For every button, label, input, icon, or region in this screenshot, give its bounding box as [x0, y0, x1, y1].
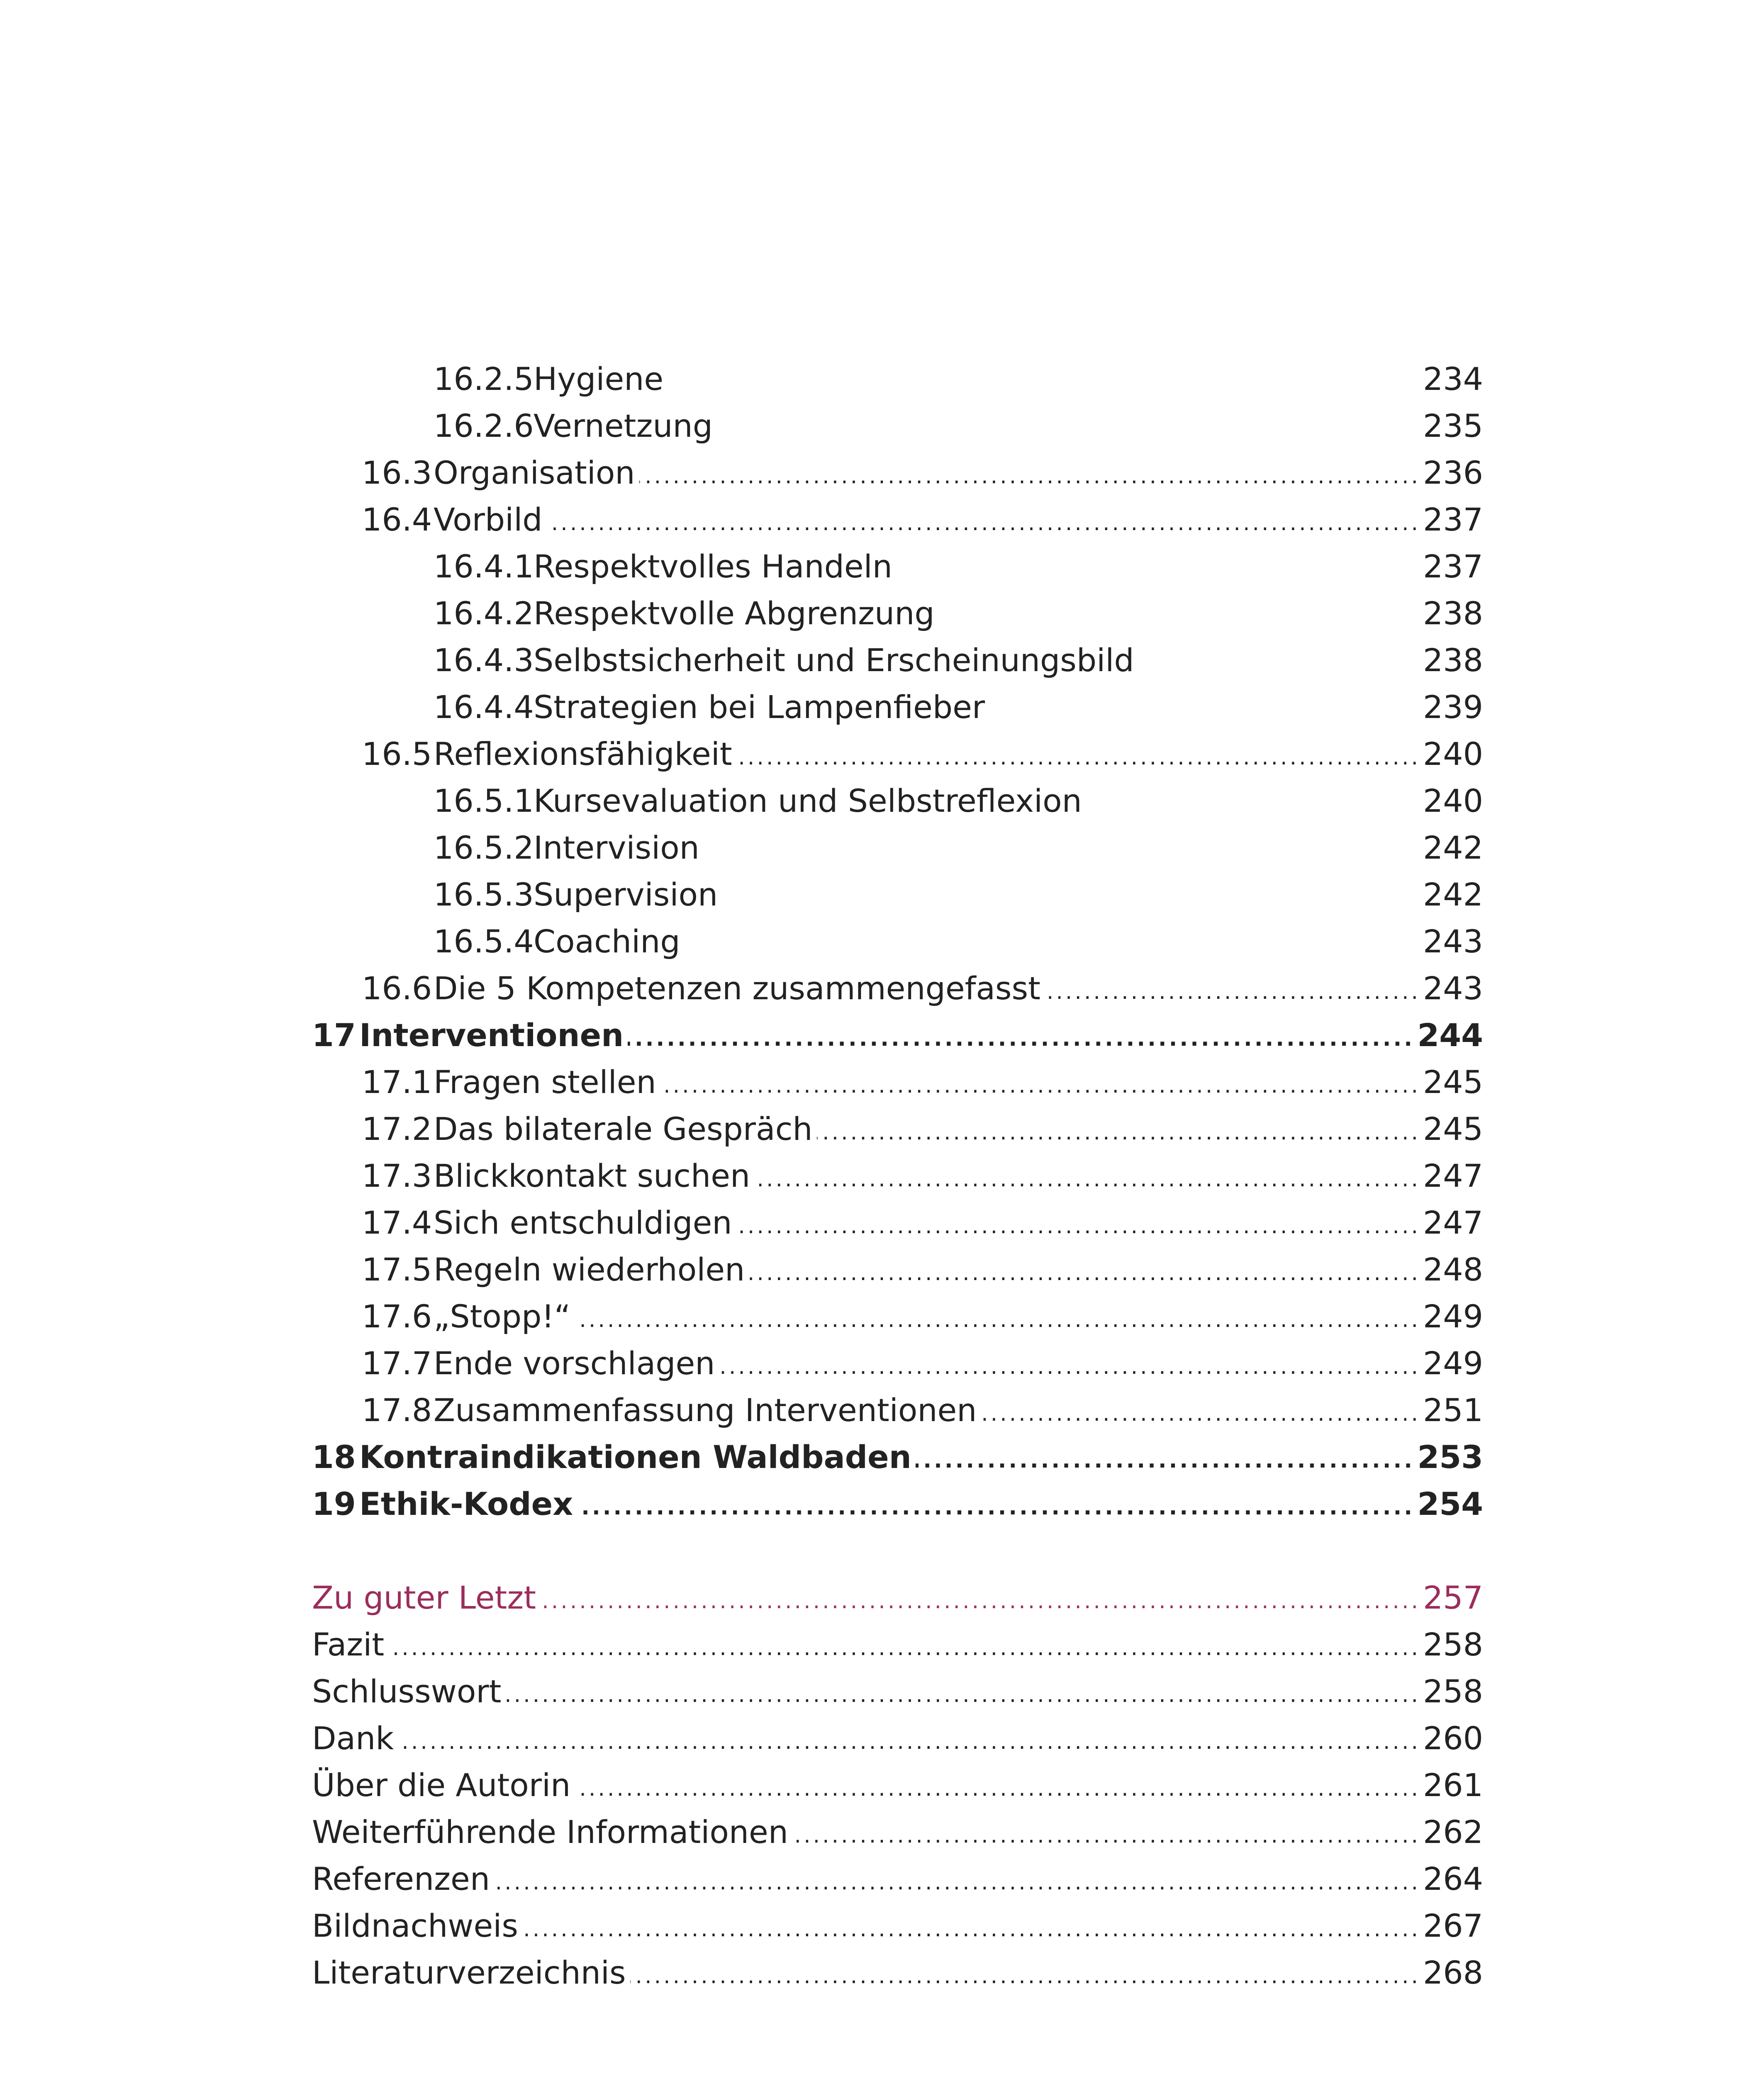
toc-entry	[0, 1059, 1764, 1105]
dot-leader	[505, 1668, 1420, 1715]
toc-entry	[0, 1012, 1764, 1059]
toc-entry	[0, 1856, 1764, 1902]
dot-leader	[547, 497, 1420, 543]
toc-entry-title: „Stopp!“	[434, 1298, 571, 1335]
toc-entry-page: 247	[1423, 1204, 1483, 1241]
toc-entry-page: 260	[1423, 1720, 1483, 1757]
toc-entry	[0, 684, 1764, 730]
toc-entry	[0, 1481, 1764, 1527]
dot-leader	[749, 1246, 1420, 1293]
toc-entry-number: 17	[312, 1017, 356, 1054]
toc-entry-title: Reflexionsfähigkeit	[434, 735, 732, 772]
toc-entry-title: Strategien bei Lampenfieber	[534, 689, 985, 725]
toc-entry-title: Ethik-Kodex	[359, 1485, 573, 1522]
toc-entry-number: 17.6	[362, 1298, 432, 1335]
toc-entry-title: Intervision	[534, 829, 699, 866]
dot-leader	[754, 1153, 1420, 1199]
toc-entry	[0, 1434, 1764, 1480]
toc-entry-title: Regeln wiederholen	[434, 1251, 745, 1288]
toc-entry-title: Organisation	[434, 454, 635, 491]
toc-entry	[0, 918, 1764, 965]
dot-leader	[660, 1059, 1420, 1105]
toc-entry	[0, 871, 1764, 918]
toc-entry-title: Weiterführende Informationen	[312, 1814, 788, 1850]
toc-entry-number: 16.2.5	[434, 360, 534, 397]
toc-entry-number: 16.3	[362, 454, 432, 491]
toc-entry-number: 17.4	[362, 1204, 432, 1241]
toc-entry-number: 16.6	[362, 970, 432, 1007]
toc-entry-title: Dank	[312, 1720, 394, 1757]
toc-entry	[0, 1246, 1764, 1293]
toc-entry-number: 17.5	[362, 1251, 432, 1288]
dot-leader	[577, 1481, 1415, 1527]
toc-entry-number: 17.1	[362, 1064, 432, 1100]
toc-entry-title: Schlusswort	[312, 1673, 502, 1710]
toc-entry-page: 237	[1423, 548, 1483, 585]
toc-entry	[0, 590, 1764, 637]
toc-entry-title: Literaturverzeichnis	[312, 1954, 626, 1991]
toc-entry-title: Das bilaterale Gespräch	[434, 1110, 813, 1147]
toc-entry-page: 268	[1423, 1954, 1483, 1991]
toc-entry-title: Zu guter Letzt	[312, 1579, 536, 1616]
toc-entry-title: Kontraindikationen Waldbaden	[359, 1439, 911, 1475]
dot-leader	[916, 1434, 1415, 1480]
toc-entry	[0, 543, 1764, 590]
toc-entry-number: 16.5	[362, 735, 432, 772]
toc-entry-number: 16.5.3	[434, 876, 534, 913]
dot-leader	[575, 1762, 1420, 1809]
toc-entry-title: Ende vorschlagen	[434, 1345, 715, 1382]
toc-entry-page: 237	[1423, 501, 1483, 538]
dot-leader	[639, 450, 1420, 496]
toc-entry-page: 258	[1423, 1673, 1483, 1710]
dot-leader	[1045, 965, 1420, 1012]
toc-entry-page: 247	[1423, 1157, 1483, 1194]
toc-entry-number: 17.7	[362, 1345, 432, 1382]
toc-entry-number: 16.5.1	[434, 782, 534, 819]
toc-entry-page: 245	[1423, 1064, 1483, 1100]
dot-leader	[388, 1621, 1420, 1668]
toc-entry	[0, 1621, 1764, 1668]
toc-entry-title: Vernetzung	[534, 407, 713, 444]
toc-entry-number: 17.8	[362, 1392, 432, 1429]
toc-entry	[0, 825, 1764, 871]
toc-entry-number: 16.5.2	[434, 829, 534, 866]
toc-entry-number: 16.4.3	[434, 642, 534, 679]
toc-entry-title: Fragen stellen	[434, 1064, 656, 1100]
toc-entry-page: 238	[1423, 595, 1483, 632]
toc-entry	[0, 1950, 1764, 1996]
toc-entry	[0, 497, 1764, 543]
toc-entry-number: 17.2	[362, 1110, 432, 1147]
toc-entry-page: 257	[1423, 1579, 1483, 1616]
dot-leader	[817, 1106, 1420, 1152]
toc-entry	[0, 1903, 1764, 1949]
toc-entry	[0, 1340, 1764, 1387]
toc-entry	[0, 403, 1764, 449]
toc-entry-title: Die 5 Kompetenzen zusammengefasst	[434, 970, 1040, 1007]
toc-entry-number: 16.4.2	[434, 595, 534, 632]
toc-entry	[0, 1106, 1764, 1152]
toc-entry-page: 239	[1423, 689, 1483, 725]
toc-entry	[0, 1668, 1764, 1715]
toc-entry-page: 258	[1423, 1626, 1483, 1663]
toc-entry-page: 245	[1423, 1110, 1483, 1147]
toc-entry-number: 16.4	[362, 501, 432, 538]
dot-leader	[522, 1903, 1420, 1949]
dot-leader	[736, 1200, 1420, 1246]
toc-entry	[0, 778, 1764, 824]
toc-entry	[0, 356, 1764, 402]
toc-entry	[0, 1762, 1764, 1809]
toc-entry-number: 17.3	[362, 1157, 432, 1194]
toc-entry-number: 18	[312, 1439, 356, 1475]
toc-entry-title: Blickkontakt suchen	[434, 1157, 750, 1194]
toc-entry-title: Zusammenfassung Interventionen	[434, 1392, 977, 1429]
toc-entry-title: Coaching	[534, 923, 680, 960]
toc-entry-page: 249	[1423, 1298, 1483, 1335]
toc-entry	[0, 965, 1764, 1012]
toc-entry-page: 243	[1423, 923, 1483, 960]
dot-leader	[628, 1012, 1415, 1059]
toc-entry-page: 236	[1423, 454, 1483, 491]
toc-entry-page: 240	[1423, 782, 1483, 819]
toc-entry-page: 264	[1423, 1860, 1483, 1897]
dot-leader	[736, 731, 1420, 777]
toc-entry-number: 19	[312, 1485, 356, 1522]
toc-entry-title: Kursevaluation und Selbstreflexion	[534, 782, 1082, 819]
toc-entry-page: 242	[1423, 876, 1483, 913]
toc-entry	[0, 450, 1764, 496]
dot-leader	[981, 1387, 1420, 1434]
dot-leader	[540, 1575, 1420, 1621]
toc-entry-page: 249	[1423, 1345, 1483, 1382]
toc-entry-title: Fazit	[312, 1626, 385, 1663]
toc-entry	[0, 1575, 1764, 1621]
toc-entry-page: 261	[1423, 1767, 1483, 1804]
toc-entry-page: 262	[1423, 1814, 1483, 1850]
toc-entry-page: 248	[1423, 1251, 1483, 1288]
toc-entry	[0, 637, 1764, 684]
dot-leader	[792, 1809, 1420, 1855]
toc-entry	[0, 1387, 1764, 1434]
toc-entry-title: Supervision	[534, 876, 718, 913]
toc-entry-title: Vorbild	[434, 501, 543, 538]
dot-leader	[398, 1715, 1420, 1762]
toc-entry-page: 235	[1423, 407, 1483, 444]
toc-entry-number: 16.4.4	[434, 689, 534, 725]
toc-entry	[0, 1715, 1764, 1762]
toc-entry-page: 243	[1423, 970, 1483, 1007]
toc-entry-page: 254	[1417, 1485, 1483, 1522]
toc-entry-page: 267	[1423, 1907, 1483, 1944]
toc-entry	[0, 1153, 1764, 1199]
toc-entry-page: 240	[1423, 735, 1483, 772]
toc-entry-title: Über die Autorin	[312, 1767, 571, 1804]
toc-entry-page: 251	[1423, 1392, 1483, 1429]
toc-entry-page: 238	[1423, 642, 1483, 679]
toc-entry-page: 234	[1423, 360, 1483, 397]
toc-entry-title: Interventionen	[359, 1017, 624, 1054]
toc-entry-title: Hygiene	[534, 360, 664, 397]
dot-leader	[494, 1856, 1420, 1902]
toc-entry-number: 16.4.1	[434, 548, 534, 585]
dot-leader	[630, 1950, 1420, 1996]
toc-entry	[0, 1200, 1764, 1246]
toc-entry-title: Respektvolle Abgrenzung	[534, 595, 935, 632]
toc-entry	[0, 1809, 1764, 1855]
toc-entry	[0, 1293, 1764, 1340]
toc-entry-title: Sich entschuldigen	[434, 1204, 732, 1241]
toc-entry-title: Selbstsicherheit und Erscheinungsbild	[534, 642, 1134, 679]
toc-entry-number: 16.2.6	[434, 407, 534, 444]
toc-entry-page: 242	[1423, 829, 1483, 866]
dot-leader	[575, 1293, 1420, 1340]
toc-entry-number: 16.5.4	[434, 923, 534, 960]
toc-entry-title: Bildnachweis	[312, 1907, 518, 1944]
toc-entry-page: 253	[1417, 1439, 1483, 1475]
toc-entry	[0, 731, 1764, 777]
toc-entry-title: Respektvolles Handeln	[534, 548, 892, 585]
toc-entry-page: 244	[1417, 1017, 1483, 1054]
dot-leader	[719, 1340, 1420, 1387]
toc-entry-title: Referenzen	[312, 1860, 490, 1897]
